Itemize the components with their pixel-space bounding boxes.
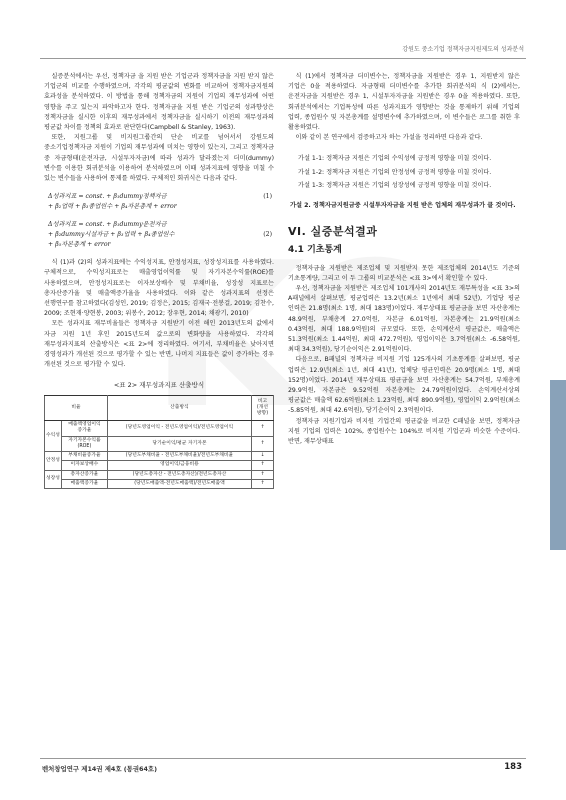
table-cell-name: 총자산증가율 (61, 470, 107, 479)
paragraph: 모든 성과지표 재무비율들은 정책자금 지원받기 이전 해인 2013년도의 값에서 자금 지원 1년 후인 2015년도의 값으로의 변화량을 사용하였다. 각각의 재무성과지표의 산출방식은 <표 2>에 정리하였다. 여기서, 부채비율은 낮아지면 경영성과가 개선된 것으로 평가할 수 있는 반면, 나머지 지표들은 값이 증가하는 경우 개선된 것으로 평가할 수 있다. (44, 320, 274, 369)
table-cell-formula: (당년도매출액-전년도매출액)/전년도매출액 (107, 479, 251, 488)
table-header: 비고 (개선 방향) (252, 395, 274, 421)
left-column (44, 72, 274, 489)
right-column (288, 72, 520, 447)
table-cell-group: 수익성 (45, 421, 62, 452)
table-cell-direction: ↑ (252, 421, 274, 436)
table-header: 산출방식 (107, 395, 251, 421)
table-cell-formula: 영업이익/금융비용 (107, 461, 251, 470)
subsection-title: 4.1 기초통계 (288, 245, 342, 256)
header-rule (40, 58, 526, 59)
table-cell-group: 성장성 (45, 470, 62, 488)
footer-rule (40, 758, 526, 759)
paragraph: 또한, 지원그룹 및 비지원그룹간의 단순 비교를 넘어서서 강원도의 중소기업정책자금 지원이 기업의 재무성과에 미치는 영향이 있는지, 그리고 정책자금 중 자금형태(운전자금, 시설투자자금)에 따라 성과가 달라졌는지 더미(dummy) 변수를 이용한 회귀분석을 이용하여 분석하였으며 이때 성과지표에 영향을 미칠 수 있는 변수들을 사용하여 통제를 하였다. 구체적인 회귀식은 다음과 같다. (44, 134, 274, 183)
table-cell-name: 매출액증가율 (61, 479, 107, 488)
table-cell-direction: ↑ (252, 436, 274, 451)
equation-2 (44, 220, 274, 250)
table-cell-formula: (당년도영업이익 - 전년도영업이익)/전년도영업이익 (107, 421, 251, 436)
table-row (45, 421, 274, 436)
table-cell-direction: ↑ (252, 479, 274, 488)
table-cell-formula: 당기순이익/평균 자기자본 (107, 436, 251, 451)
table-cell-direction: ↑ (252, 461, 274, 470)
table-header: 비율 (45, 395, 108, 421)
paragraph: 이와 같이 본 연구에서 검증하고자 하는 가설을 정리하면 다음과 같다. (295, 134, 483, 142)
paragraph: 실증분석에서는 우선, 정책자금 을 지원 받은 기업군과 정책자금을 지원 받지 않은 기업군의 비교를 수행하였으며, 각각의 평균값의 변화를 비교하여 정책자금지원의 효과성을 분석하였다. 이 방법을 통해 정책자금의 지원이 기업의 재무성과에 어떤 영향을 주고 있는지 파악하고자 한다. 정책자금을 지원 받은 기업군의 성과향상은 정책자금을 실시한 이후의 재무성과에서 정책자금을 실시하기 이전의 재무성과의 평균값 차이를 정책의 효과로 판단한다(Campbell & Stanley, 1963). (44, 73, 274, 132)
page-number: 183 (504, 762, 522, 772)
hypothesis-1-2: 가설 1-2: 정책자금 지원은 기업의 안정성에 긍정적 영향을 미칠 것이다. (298, 168, 492, 176)
table-row (45, 470, 274, 479)
table-cell-group: 안정성 (45, 452, 62, 470)
table-cell-name: 이자보상배수 (61, 461, 107, 470)
equation-number: (1) (263, 193, 272, 201)
hypothesis-1-3: 가설 1-3: 정책자금 지원은 기업의 성장성에 긍정적 영향을 미칠 것이다. (298, 181, 492, 189)
paragraph: 정책자금 지원기업과 비지원 기업간의 평균값을 비교한 C패널을 보면, 정책자금 지원 기업의 업력은 102%, 종업원수는 104%로 비지원 기업군과 비슷한 수준이다. 반면, 재무상태표 (288, 417, 520, 446)
side-tab-decoration (550, 380, 566, 550)
equation-line: + β₅자본총계 + error (48, 241, 111, 249)
section-title: VI. 실증분석결과 (288, 225, 378, 239)
table-cell-formula: (당년도총자산 - 전년도총자산)/전년도총자산 (107, 470, 251, 479)
hypothesis-1-1: 가설 1-1: 정책자금 지원은 기업의 수익성에 긍정적 영향을 미칠 것이다. (298, 155, 492, 163)
paragraph: 우선, 정책자금을 지원받은 제조업체 101개사의 2014년도 재무특성을 <표 3>의 A패널에서 살펴보면, 평균업력은 13.2년(최소 1년에서 최대 52년), 기업당 평균 인력은 21.8명(최소 1명, 최대 183명)이었다. 재무상태표 평균금을 보면 자산총계는 48.9억원, 부채총계 27.0억원, 자본금 6.01억원, 자본총계는 21.9억원(최소 0.43억원, 최대 188.9억원)의 규모였다. 또한, 손익계산서 평균값은, 매출액은 51.3억원(최소 1.44억원, 최대 472.7억원), 영업이익은 3.7억원(최소 -6.58억원, 최대 34.3억원), 당기순이익은 2.91억원이다. (288, 285, 520, 354)
table-cell-formula: (당년도부채비율 - 전년도부채비율)/전년도부채비율 (107, 452, 251, 461)
table-row (45, 479, 274, 488)
equation-line: + β₂dummy시설자금 + β₃업력 + β₄종업원수 (48, 231, 175, 239)
running-head: 강원도 중소기업 정책자금지원제도의 성과분석 (402, 46, 524, 53)
table-cell-direction: ↓ (252, 452, 274, 461)
equation-line: + β₂업력 + β₃종업원수 + β₄자본총계 + error (48, 203, 177, 211)
financial-indicator-table (44, 395, 274, 489)
paragraph: 식 (1)과 (2)의 성과지표에는 수익성지표, 안정성지표, 성장성지표를 사용하였다. 구체적으로, 수익성지표로는 매출영업이익률 및 자기자본수익률(ROE)를 사용하였으며, 안정성지표로는 이자보상배수 및 부채비율, 성장성 지표로는 총자산증가율 및 매출액증가율을 사용하였다. 이와 같은 성과지표의 선정은 선행연구를 참고하였다(김성인, 2019; 김정은, 2015; 김재국·전봉걸, 2019; 김찬수, 2009; 조현재·양현봉, 2003; 위봉수, 2012; 장우현, 2014; 채광기, 2010) (44, 259, 274, 318)
equation-1 (44, 192, 274, 212)
equation-line: Δ성과지표 = const. + β₁dummy정책자금 (48, 193, 167, 201)
paragraph: 식 (1)에서 정책자금 더미변수는, 정책자금을 지원받은 경우 1, 지원받지 않은 기업은 0을 적용하였다. 자금형태 더미변수를 추가한 회귀분석의 식 (2)에서는, 운전자금을 지원받은 경우 1, 시설투자자금을 지원받은 경우 0을 적용하였다. 또한, 회귀분석에서는 기업특성에 따른 성과지표가 영향받는 것을 통제하기 위해 기업의 업력, 종업원수 및 자본총계를 설명변수에 추가하였으며, 이 변수들은 로그를 취한 후 활용하였다. (288, 73, 520, 132)
hypothesis-2: 가설 2. 정책자금지원금중 시설투자자금을 지원 받은 업체의 재무성과가 클 것이다. (290, 202, 516, 210)
table-cell-direction: ↑ (252, 470, 274, 479)
table-cell-name: 부채비율증가율 (61, 452, 107, 461)
table-row (45, 452, 274, 461)
table-cell-name: 자기자본수익률 (ROE) (61, 436, 107, 451)
equation-line: Δ성과지표 = const. + β₁dummy운전자금 (48, 221, 167, 229)
paragraph: 다음으로, B패널의 정책자금 비지원 기업 125개사의 기초통계를 살펴보면, 평균 업력은 12.9년(최소 1년, 최대 41년), 업체당 평균인력은 20.9명(최소 1명, 최대 152명)이었다. 2014년 재무상태표 평균금을 보면 자산총계는 54.7억원, 부채총계 29.9억원, 자본금은 9.52억원 자본총계는 24.79억원이었다. 손익계산서상의 평균값은 매출액 62.6억원(최소 1.23억원, 최대 890.9억원), 영업이익 2.9억원(최소 -5.85억원, 최대 42.6억원), 당기순이익 2.3억원이다. (288, 356, 520, 415)
paragraph: 정책자금을 지원받은 제조업체 및 지원받지 못한 제조업체의 2014년도 기준의 기초통계량, 그리고 이 두 그룹의 비교분석은 <표 3>에서 확인할 수 있다. (288, 264, 520, 282)
table-row (45, 461, 274, 470)
journal-footer: 벤처창업연구 제14권 제4호 (통권64호) (42, 765, 158, 773)
table-row (45, 436, 274, 451)
table-cell-name: 매출액영업이익 증가율 (61, 421, 107, 436)
equation-number: (2) (263, 231, 272, 239)
table-caption: <표 2> 재무성과지표 산출방식 (113, 381, 205, 390)
